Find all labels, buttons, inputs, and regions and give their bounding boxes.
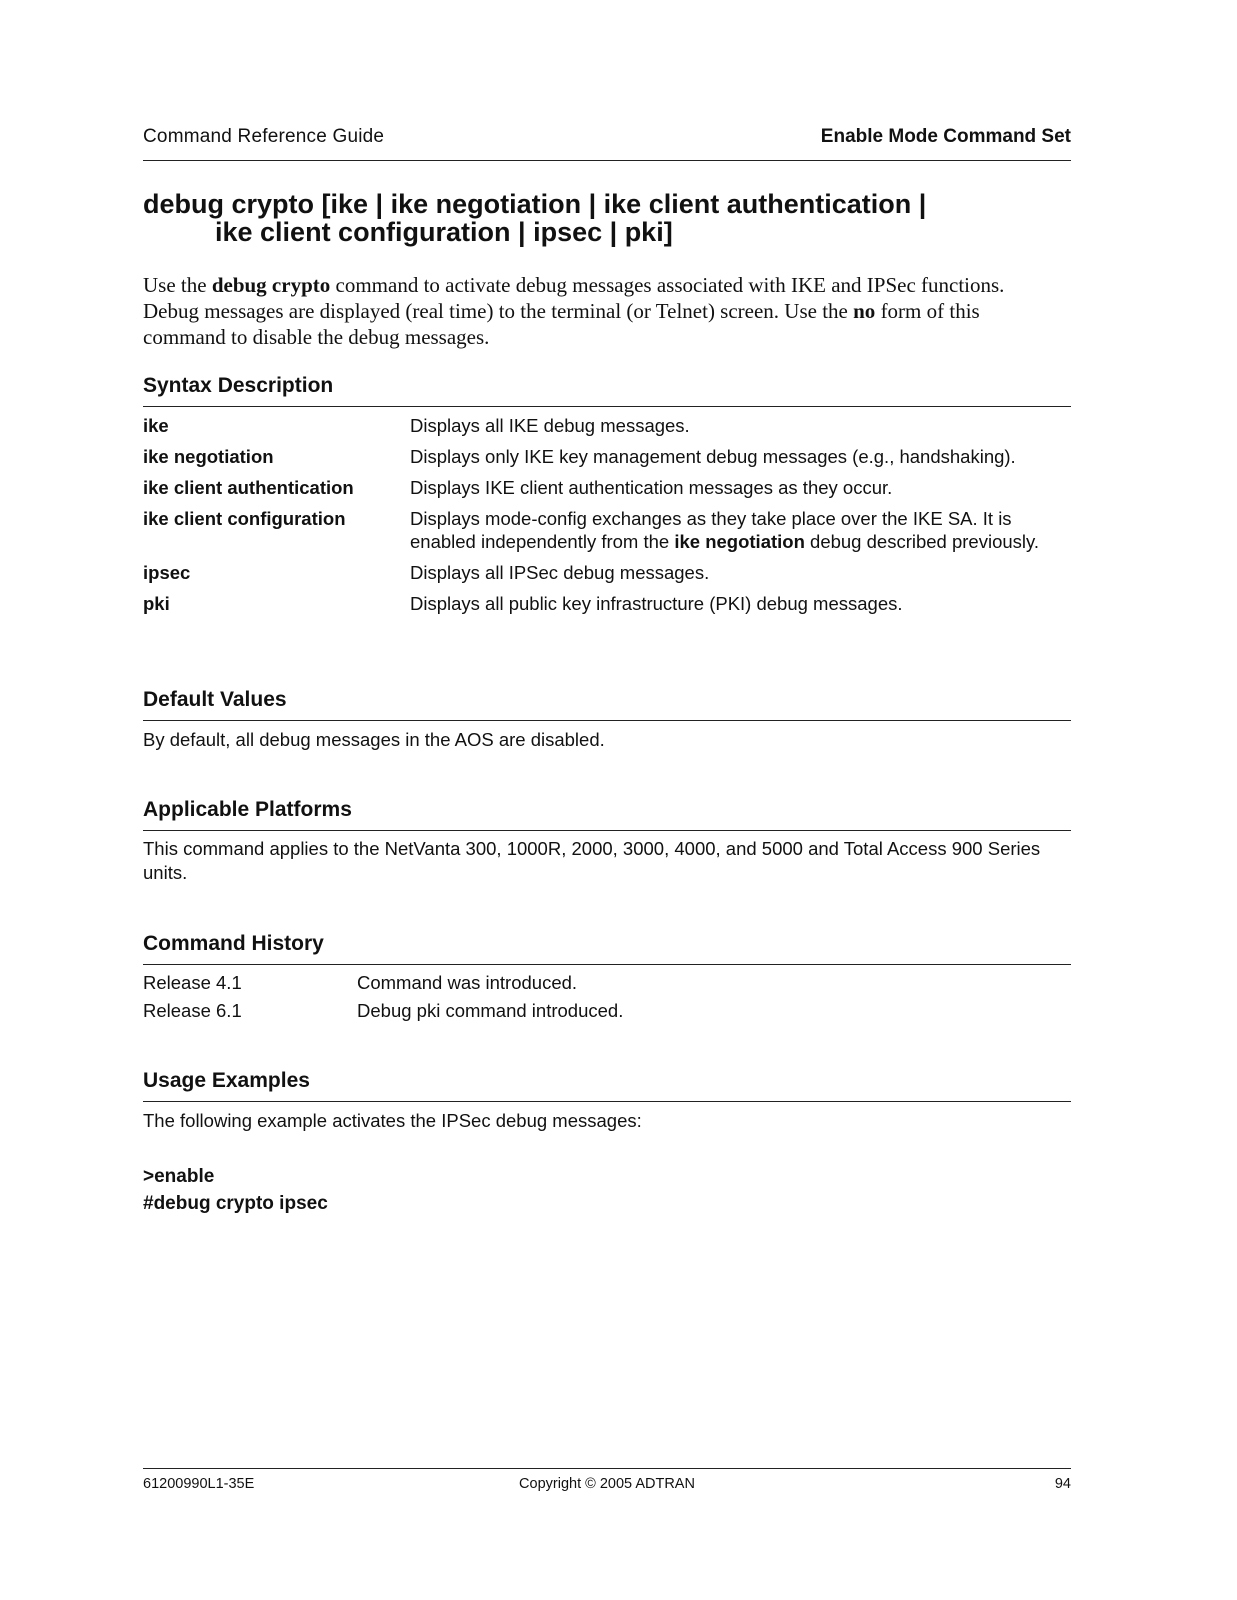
syntax-term: ike negotiation [143,446,274,467]
syntax-desc-text: Displays mode-config exchanges as they take place over the IKE SA. It is enabled independently from the [410,508,1012,552]
history-desc: Command was introduced. [357,972,578,993]
syntax-row [143,592,1071,615]
intro-text-2: command to activate debug messages associated with IKE and IPSec functions. Debug messages are displayed (real time) to the terminal (or Telnet) screen. Use the [143,273,1005,323]
syntax-desc: Displays only IKE key management debug messages (e.g., handshaking). [410,446,1016,467]
code-line: #debug crypto ipsec [143,1193,328,1214]
platforms-heading: Applicable Platforms [143,798,1071,831]
intro-text-1: Use the [143,273,212,297]
intro-command: debug crypto [211,273,331,297]
section-title: Enable Mode Command Set [820,126,1071,147]
command-title [143,190,1023,246]
intro-no-keyword: no [853,299,876,323]
usage-heading: Usage Examples [143,1069,1071,1102]
platforms-text: This command applies to the NetVanta 300, 1000R, 2000, 3000, 4000, and 5000 and Total Access 900 Series units. [143,838,1041,883]
syntax-desc: Displays IKE client authentication messages as they occur. [410,477,893,498]
syntax-desc: Displays all IKE debug messages. [410,415,690,436]
document-page [143,0,1071,1600]
syntax-term: ike client configuration [143,508,346,529]
syntax-row [143,507,1071,553]
syntax-desc: Displays all public key infrastructure (PKI) debug messages. [410,593,903,614]
history-table [143,971,1071,1027]
syntax-table [143,414,1071,623]
syntax-term: pki [143,593,170,614]
intro-text-3: form of this command to disable the debug messages. [143,299,980,349]
history-release: Release 6.1 [143,1000,242,1021]
intro-paragraph [143,272,1063,350]
syntax-row [143,414,1071,437]
code-line: >enable [143,1166,215,1187]
syntax-desc [410,507,1071,553]
copyright: Copyright © 2005 ADTRAN [519,1476,695,1492]
command-title-line1: debug crypto [ike | ike negotiation | ike client authentication | [143,189,927,219]
code-example [143,1163,328,1217]
history-row [143,999,1071,1027]
guide-title: Command Reference Guide [143,126,385,147]
syntax-row [143,561,1071,584]
syntax-term: ike [143,415,169,436]
document-number: 61200990L1-35E [143,1476,255,1492]
syntax-heading: Syntax Description [143,374,1071,407]
history-release: Release 4.1 [143,972,242,993]
usage-text: The following example activates the IPSec debug messages: [143,1110,642,1131]
history-desc: Debug pki command introduced. [357,1000,624,1021]
command-title-line2: ike client configuration | ipsec | pki] [215,217,673,247]
page-footer [143,1468,1071,1492]
history-row [143,971,1071,999]
syntax-term: ipsec [143,562,191,583]
syntax-desc: Displays all IPSec debug messages. [410,562,710,583]
running-header [143,126,1071,161]
syntax-desc-text: debug described previously. [804,531,1040,552]
page-number: 94 [1054,1476,1071,1492]
syntax-row [143,445,1071,468]
syntax-term: ike client authentication [143,477,354,498]
defaults-text: By default, all debug messages in the AOS are disabled. [143,729,605,750]
history-heading: Command History [143,932,1071,965]
syntax-row [143,476,1071,499]
syntax-desc-keyword: ike negotiation [674,531,805,552]
defaults-heading: Default Values [143,688,1071,721]
